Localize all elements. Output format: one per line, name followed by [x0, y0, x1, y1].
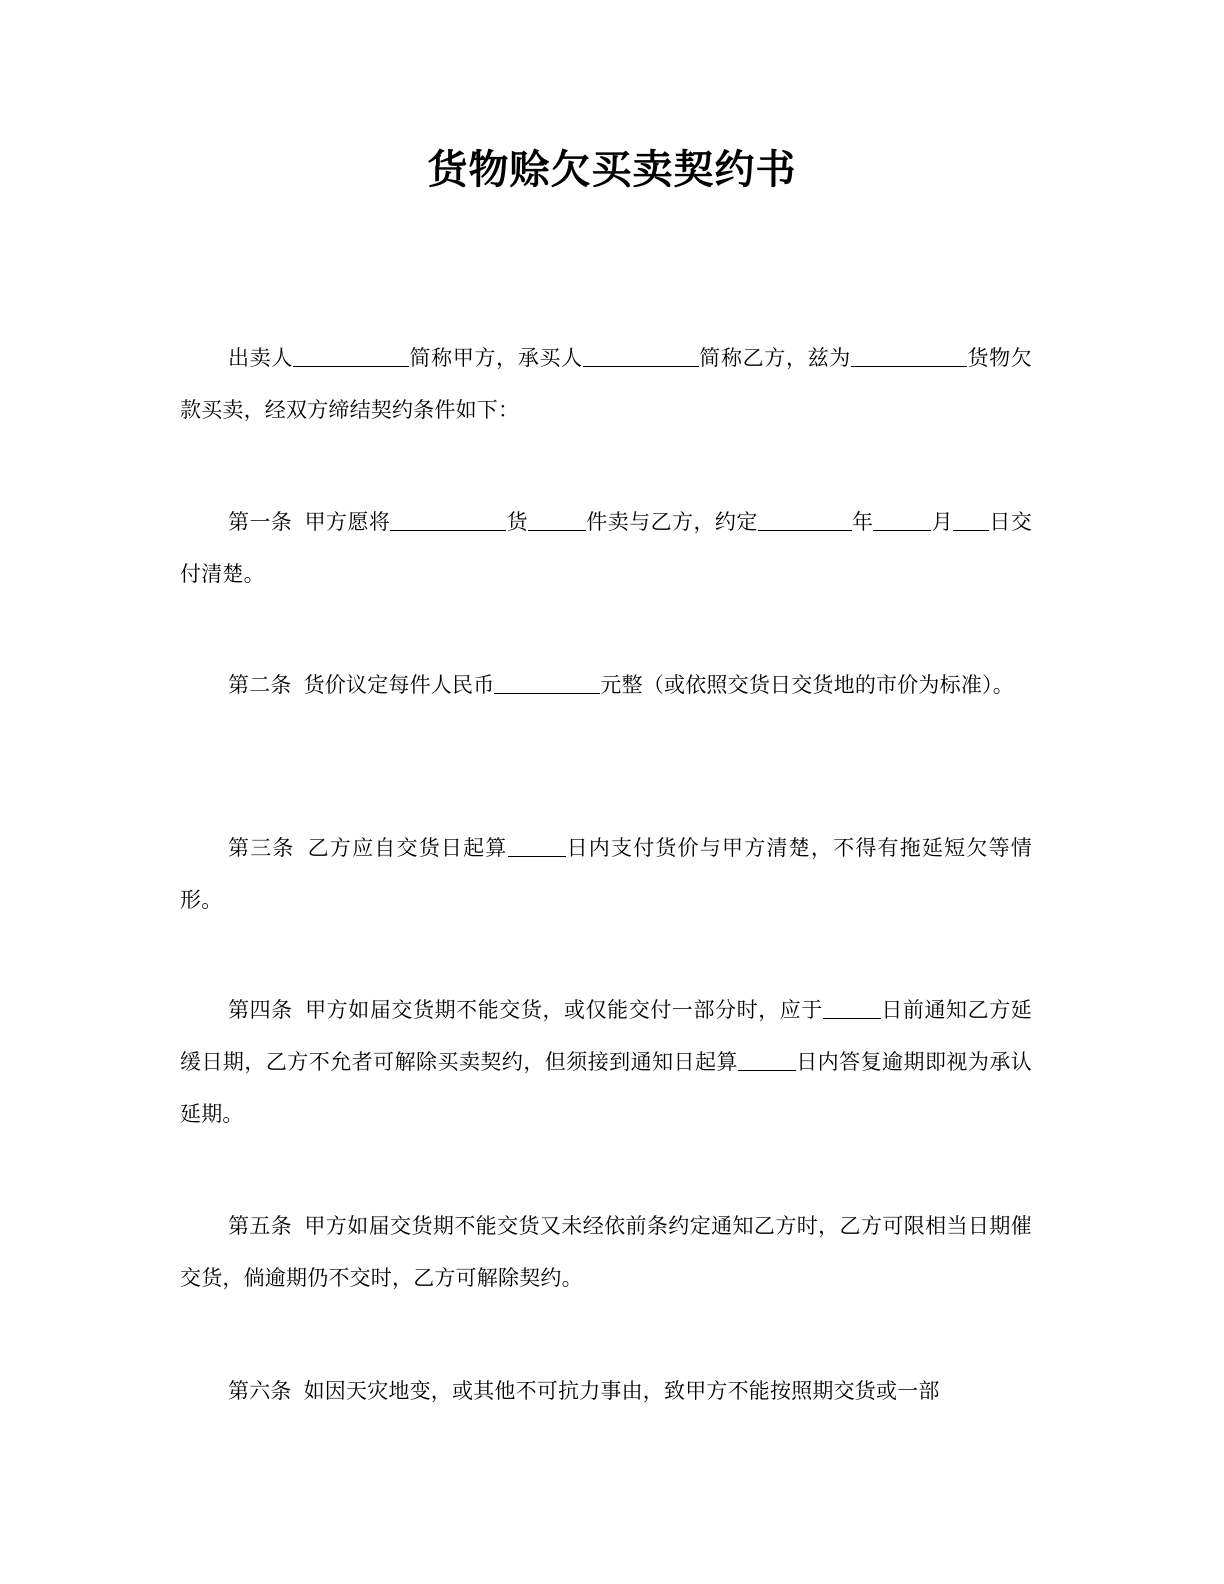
goods-name-blank — [851, 344, 967, 367]
article-2-label: 第二条 — [228, 673, 292, 697]
intro-text-2: 简称甲方，承买人 — [409, 346, 583, 370]
article-6-label: 第六条 — [228, 1379, 292, 1403]
article-1 — [180, 496, 1032, 600]
article-5 — [180, 1200, 1032, 1304]
unit-price-blank — [494, 671, 600, 694]
article-2 — [180, 659, 1032, 711]
article-5-text-1: 甲方如届交货期不能交货又未经依前条约定通知乙方时，乙方可限相当日期催交货，倘逾期仍不交时，乙方可解除契约。 — [180, 1214, 1032, 1290]
article-2-text-2: 元整（或依照交货日交货地的市价为标准）。 — [600, 673, 1014, 697]
article-1-text-5: 月 — [931, 510, 954, 534]
article-4-text-2: 日前通知乙方延缓日期，乙方不允者可解除买卖契约，但须接到通知日起算 — [180, 998, 1032, 1074]
day-blank — [953, 508, 989, 531]
seller-name-blank — [293, 344, 409, 367]
goods-type-blank — [390, 508, 506, 531]
article-4 — [180, 984, 1032, 1140]
notice-days-blank — [823, 996, 881, 1019]
article-1-text-6: 日交付清楚。 — [180, 510, 1033, 586]
article-3-label: 第三条 — [228, 836, 295, 860]
article-5-label: 第五条 — [228, 1214, 293, 1238]
article-1-text-2: 货 — [506, 510, 529, 534]
article-1-text-3: 件卖与乙方，约定 — [586, 510, 758, 534]
buyer-name-blank — [583, 344, 699, 367]
goods-count-blank — [528, 508, 586, 531]
intro-text-4: 货物欠款买卖，经双方缔结契约条件如下： — [180, 346, 1032, 422]
payment-days-blank — [508, 834, 566, 857]
article-3-text-2: 日内支付货价与甲方清楚，不得有拖延短欠等情形。 — [180, 836, 1032, 912]
article-1-text-1: 甲方愿将 — [304, 510, 391, 534]
article-3-text-1: 乙方应自交货日起算 — [306, 836, 508, 860]
article-1-text-4: 年 — [851, 510, 874, 534]
intro-paragraph — [180, 332, 1032, 436]
year-blank — [758, 508, 852, 531]
article-6 — [180, 1365, 1032, 1417]
reply-days-blank — [738, 1048, 796, 1071]
document-title: 货物赊欠买卖契约书 — [427, 147, 797, 193]
article-4-text-3: 日内答复逾期即视为承认延期。 — [180, 1050, 1033, 1126]
article-3 — [180, 822, 1032, 926]
article-1-label: 第一条 — [228, 510, 293, 534]
article-2-text-1: 货价议定每件人民币 — [303, 673, 495, 697]
article-6-text-1: 如因天灾地变，或其他不可抗力事由，致甲方不能按照期交货或一部 — [303, 1379, 940, 1403]
intro-text-3: 简称乙方，兹为 — [698, 346, 851, 370]
intro-text-1: 出卖人 — [228, 346, 294, 370]
article-4-label: 第四条 — [228, 998, 293, 1022]
month-blank — [873, 508, 931, 531]
article-4-text-1: 甲方如届交货期不能交货，或仅能交付一部分时，应于 — [304, 998, 823, 1022]
